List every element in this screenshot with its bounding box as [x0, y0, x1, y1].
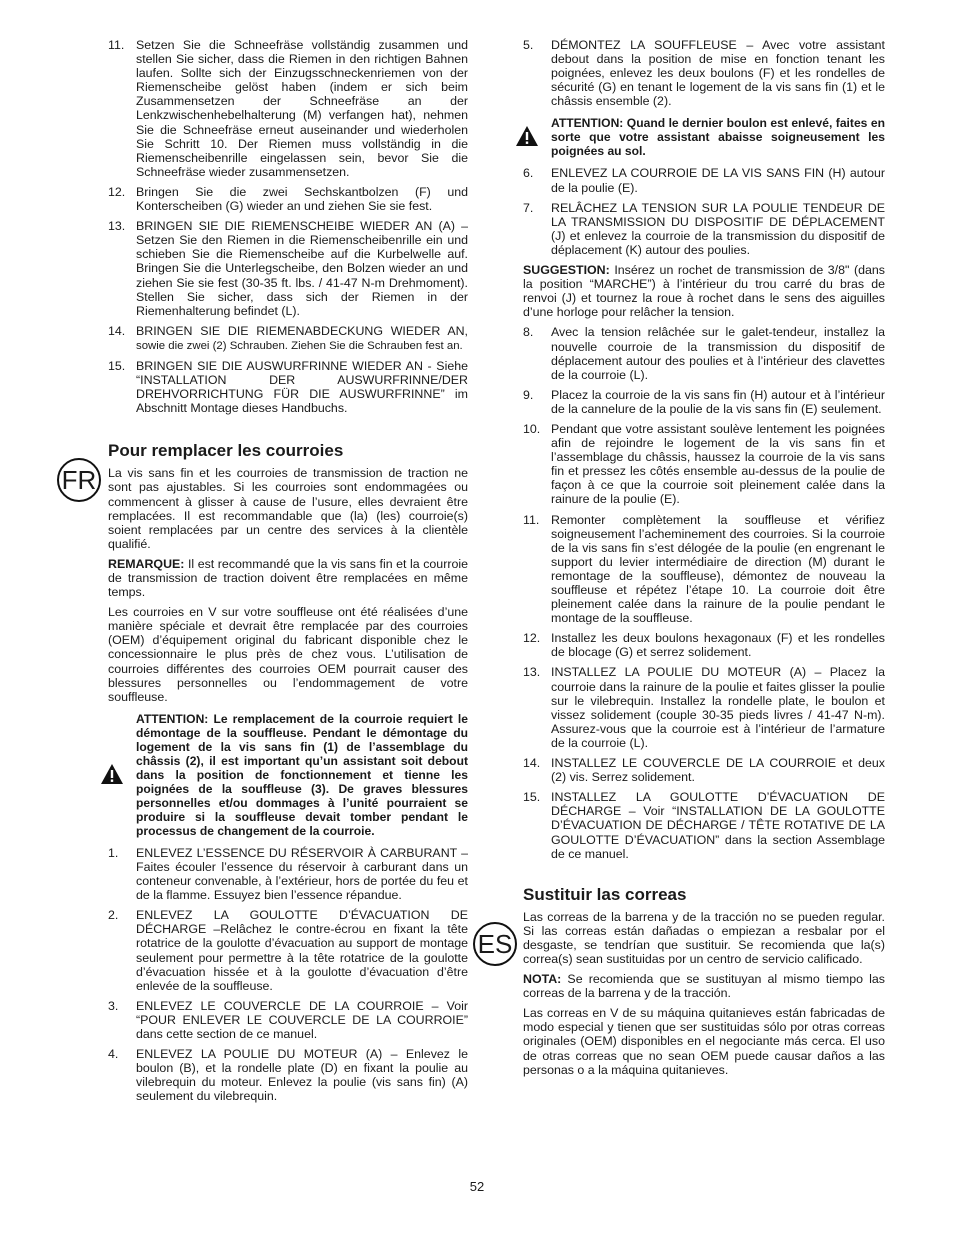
right-column: [523, 38, 885, 1083]
list-item: [108, 185, 468, 213]
list-item: [108, 359, 468, 415]
step-number: 12.: [108, 184, 126, 199]
step-number: 14.: [523, 756, 541, 771]
step-text: Remonter complètement la souffleuse et vérifiez soigneusement l’acheminement des courroies. Si la courroie de la vis sans fin s’est délogée de la poulie (en engrenant le support du levier intermédiaire de direction (M) durant le remontage de la souffleuse), démontez de nouveau la souffleuse et répétez l’étape 10. La courroie doit être pleinement calée dans la rainure de la poulie pendant le montage de la souffleuse.: [551, 512, 885, 626]
step-text: BRINGEN SIE DIE RIEMENSCHEIBE WIEDER AN (A) – Setzen Sie den Riemen in die Riemenscheibenrille ein und schieben Sie die Riemenscheibe auf die Kurbelwelle auf. Bringen Sie die Unterlegscheibe, den Bolzen wieder an und ziehen Sie sie fest (30-35 ft. lbs. / 41-47 N-m Drehmoment). Stellen Sie sicher, dass sich der Riemen in der Riemenhalterung befindet (L).: [136, 219, 468, 318]
step-number: 9.: [523, 387, 534, 402]
step-text: ENLEVEZ LA COURROIE DE LA VIS SANS FIN (H) autour de la poulie (E).: [551, 166, 885, 195]
step-text: Installez les deux boulons hexagonaux (F) et les rondelles de blocage (G) et serrez solidement.: [551, 631, 885, 660]
right-steps-list-b: [523, 325, 885, 860]
step-number: 4.: [108, 1047, 119, 1062]
list-item: [108, 908, 468, 993]
step-number: 13.: [523, 665, 541, 680]
remarque-text: Il est recommandé que la vis sans fin et la courroie de transmission de traction doivent être remplacées en même temps.: [108, 556, 468, 600]
step-number: 1.: [108, 845, 119, 860]
fr-intro-paragraph: La vis sans fin et les courroies de transmission de traction ne sont pas ajustables. Si les courroies sont endommagées ou commencent à glisser à cause de l’usure, elles devraient être remplacées. Il est recommandable que (la) (les) courroie(s) soient remplacées par un centre des services à la clientèle qualifié.: [108, 466, 468, 551]
step-number: 2.: [108, 908, 119, 923]
list-item: [523, 665, 885, 750]
list-item: [523, 422, 885, 507]
step-number: 15.: [108, 358, 126, 373]
step-number: 11.: [108, 38, 125, 52]
step-number: 10.: [523, 421, 541, 436]
fr-language-badge: FR: [57, 458, 101, 502]
nota-text: Se recomienda que se sustituyan al mismo tiempo las correas de la barrena y de la tracción.: [523, 972, 885, 1001]
es-language-badge: ES: [473, 922, 517, 966]
step-number: 15.: [523, 790, 541, 805]
page-number: 52: [469, 1179, 485, 1194]
suggestion-text: Insérez un rochet de transmission de 3/8" (dans la position “MARCHE”) à l’intérieur du trou carré du bras de renvoi (J) et tournez la roue à rochet dans le sens des aiguilles d’une horloge pour relâcher la tension.: [523, 263, 885, 320]
fr-warning-block: [108, 712, 468, 838]
list-item: [523, 513, 885, 626]
warning-icon: [515, 125, 539, 147]
fr-oem-paragraph: Les courroies en V sur votre souffleuse ont été réalisées d’une manière spéciale et devrait être remplacée par des courroies (OEM) d’équipement original du fabricant disponible chez le concessionnaire le plus près de chez vous. L’utilisation de courroies différentes des courroies OEM pourrait causer des blessures personnelles ou l’endommagement de votre souffleuse.: [108, 605, 468, 704]
right-steps-list-a: [523, 166, 885, 257]
step-number: 12.: [523, 631, 541, 646]
list-item: [523, 388, 885, 416]
list-item: [108, 324, 468, 353]
list-item: [108, 219, 468, 318]
suggestion-label: SUGGESTION:: [523, 263, 610, 278]
step-text: INSTALLEZ LA POULIE DU MOTEUR (A) – Placez la courroie dans la rainure de la poulie et faites glisser la poulie sur le vilebrequin. Installez la rondelle plate, le boulon et vissez solidement (couple 30-35 pieds livres / 41-47 N-m). Assurez-vous que la courroie est à l’intérieur de l’armature de la courroie (L).: [551, 665, 885, 750]
nota-label: NOTA:: [523, 972, 562, 987]
left-column: [108, 38, 468, 1109]
step-text: RELÂCHEZ LA TENSION SUR LA POULIE TENDEUR DE LA TRANSMISSION DU DISPOSITIF DE DÉPLACEMENT (J) et enlevez la courroie de la transmission du dispositif de déplacement (K) autour des poulies.: [551, 200, 885, 257]
step-text: Pendant que votre assistant soulève lentement les poignées afin de rejoindre le logement de la vis sans fin et l’assemblage du châssis, haussez la courroie de la vis sans fin et pressez les côtés ensemble au-dessus de la poulie de façon à ce que la courroie soit pleinement calée dans la rainure de la poulie (E).: [551, 421, 885, 507]
step-text: Setzen Sie die Schneefräse vollständig zusammen und stellen Sie sicher, dass die Riemen in den richtigen Bahnen laufen. Sollte sich der Einzugsschneckenriemen von der Riemenscheibe gelöst haben (indem er sich beim Zusammensetzen der Schneefräse an der Lenkzwischenhebelhalterung (M) verfangen hat), nehmen Sie die Schneefräse erneut auseinander und wiederholen Sie Schritt 10. Der Riemen muss vollständig in die Riemenscheibenrille eingelassen sein, bevor Sie die Schneefräse wieder zusammensetzen.: [136, 38, 468, 179]
step-5: [523, 38, 885, 108]
es-nota-paragraph: [523, 972, 885, 1000]
fr-remarque-paragraph: [108, 557, 468, 599]
step-text: Bringen Sie die zwei Sechskantbolzen (F) und Konterscheiben (G) wieder an und ziehen Sie sie fest.: [136, 184, 468, 214]
list-item: [108, 846, 468, 902]
step-number: 7.: [523, 200, 534, 215]
es-oem-paragraph: Las correas en V de su máquina quitanieves están fabricadas de modo especial y tienen que ser sustituidas sólo por otras correas originales (OEM) disponibles en el negociante más cerca. El uso de otras correas que no sean OEM puede causar daños a las personas o a la máquina quitanieves.: [523, 1006, 885, 1077]
list-item: [108, 38, 468, 179]
step-text: ENLEVEZ LE COUVERCLE DE LA COURROIE – Voir “POUR ENLEVER LE COUVERCLE DE LA COURROIE” dans cette section de ce manuel.: [136, 998, 468, 1041]
step-number: 3.: [108, 998, 119, 1013]
right-warning-block: [523, 116, 885, 158]
warning-icon: [100, 763, 124, 785]
step-number: 11.: [523, 512, 540, 527]
list-item: [108, 999, 468, 1041]
list-item: [523, 201, 885, 257]
list-item: [108, 1047, 468, 1103]
step-text: ENLEVEZ LA GOULOTTE D’ÉVACUATION DE DÉCHARGE –Relâchez le contre-écrou en fixant la tête rotatrice de la goulotte d’évacuation au support de montage seulement pour permettre à la tête rotatrice de la goulotte d’évacuation hissée et à la goulotte d’évacuation d’être enlevée de la souffleuse.: [136, 908, 468, 993]
step-text: Placez la courroie de la vis sans fin (H) autour et à l’intérieur de la cannelure de la poulie de la vis sans fin (E) seulement.: [551, 387, 885, 416]
step-text: ENLEVEZ LA POULIE DU MOTEUR (A) – Enlevez le boulon (B), et la rondelle plate (D) en fixant la poulie au vilebrequin du moteur. Enlevez la poulie (vis sans fin) (A) seulement du vilebrequin.: [136, 1047, 468, 1104]
suggestion-paragraph: [523, 263, 885, 319]
fr-section-heading: Pour remplacer les courroies: [108, 441, 344, 461]
step-text: DÉMONTEZ LA SOUFFLEUSE – Avec votre assistant debout dans la position de mise en fonction tenant les poignées, enlevez les deux boulons (F) et les rondelles de sécurité (G) en tenant le logement de la vis sans fin (1) et le châssis ensemble (2).: [551, 38, 885, 109]
list-item: [523, 631, 885, 659]
remarque-label: REMARQUE:: [108, 556, 185, 571]
step-text: BRINGEN SIE DIE RIEMENABDECKUNG WIEDER AN,: [136, 323, 468, 338]
fr-steps-list: [108, 846, 468, 1104]
step-number: 6.: [523, 166, 534, 181]
step-number: 13.: [108, 219, 126, 234]
step-number: 5.: [523, 38, 534, 52]
list-item: [523, 756, 885, 784]
es-intro-paragraph: Las correas de la barrena y de la tracción no se pueden regular. Si las correas están dañadas o empiezan a resbalar por el desgaste, se tendrían que sustituir. Se recomienda que la(s) correa(s) sean sustituidas por un centro de servicio calificado.: [523, 909, 885, 966]
step-number: 14.: [108, 323, 126, 338]
step-text-continued: sowie die zwei (2) Schrauben. Ziehen Sie die Schrauben fest an.: [136, 339, 463, 352]
step-text: BRINGEN SIE DIE AUSWURFRINNE WIEDER AN - Siehe “INSTALLATION DER AUSWURFRINNE/DER DREHVORRICHTUNG FÜR DIE AUSWURFRINNE” im Abschnitt Montage dieses Handbuchs.: [136, 358, 468, 416]
list-item: [523, 166, 885, 194]
step-text: Avec la tension relâchée sur le galet-tendeur, installez la nouvelle courroie de la transmission du dispositif de déplacement autour des poulies et à l’intérieur des clavettes de la courroie (L).: [551, 325, 885, 382]
right-warning-text: ATTENTION: Quand le dernier boulon est enlevé, faites en sorte que votre assistant abaisse soigneusement les poignées au sol.: [551, 116, 885, 159]
step-text: INSTALLEZ LE COUVERCLE DE LA COURROIE et deux (2) vis. Serrez solidement.: [551, 756, 885, 785]
list-item: [523, 790, 885, 860]
german-steps-list: [108, 38, 468, 415]
list-item: [523, 325, 885, 381]
fr-warning-text: ATTENTION: Le remplacement de la courroie requiert le démontage de la souffleuse. Pendant le démontage du logement de la vis sans fin (1) de l’assemblage du châssis (2), il est important qu’un assistant soit debout dans la position de fonctionnement et tienne les poignées de la souffleuse (3). De graves blessures personnelles et/ou dommages à l’unité pourraient se produire si la souffleuse devait tomber pendant le processus de changement de la courroie.: [136, 711, 468, 838]
step-text: ENLEVEZ L’ESSENCE DU RÉSERVOIR À CARBURANT – Faites écouler l’essence du réservoir à carburant dans un conteneur convenable, à l’extérieur, hors de portée du feu et de la flamme. Essuyez bien l’essence répandue.: [136, 845, 468, 903]
step-text: INSTALLEZ LA GOULOTTE D’ÉVACUATION DE DÉCHARGE – Voir “INSTALLATION DE LA GOULOTTE D’ÉVACUATION DE DÉCHARGE / TÊTE ROTATIVE DE LA GOULOTTE D’ÉVACUATION” dans la section Assemblage de ce manuel.: [551, 790, 885, 861]
es-section-heading: Sustituir las correas: [523, 884, 687, 904]
step-number: 8.: [523, 325, 534, 340]
